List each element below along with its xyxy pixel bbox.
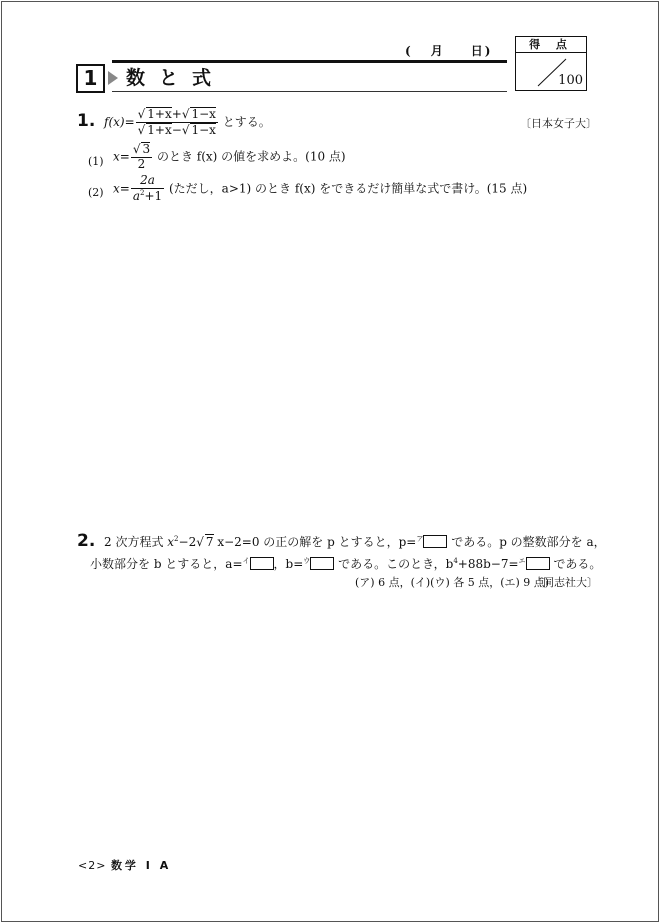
- problem1-sub2-label: (2): [88, 186, 104, 199]
- problem2-points: (ア) 6 点，(イ)(ウ) 各 5 点，(エ) 9 点): [355, 576, 550, 589]
- date-field: ( 月 日): [405, 44, 493, 58]
- page-frame: [1, 1, 659, 922]
- blank-a[interactable]: [423, 535, 447, 548]
- score-max: 100: [558, 73, 583, 88]
- problem1-fraction: $\frac{√ 1+x+√ 1-x}{√ 1+x-√ 1-x}$: [137, 107, 216, 137]
- footer: [78, 857, 171, 873]
- problem2-number: 2.: [77, 531, 96, 551]
- problem1-number: 1.: [77, 111, 96, 131]
- problem1-sub2: x= $\frac{2a}{a^2+1}$ (ただし，a>1) のとき f(x) をできるだけ簡単な式で書け。(15 点): [113, 173, 528, 203]
- score-label: 得 点: [516, 37, 586, 53]
- subject-label: 数学 I A: [110, 859, 172, 872]
- problem2-line2: 小数部分を b とすると，a=$^イ$ ，b=$^ウ$ である。このとき，$b^4+88b-7=^エ$ である。: [90, 557, 602, 571]
- section-title: 数と式: [126, 67, 226, 89]
- problem1-sub1: x= $\frac{√ 3}{2}$ のとき f(x) の値を求めよ。(10 点): [113, 142, 346, 171]
- problem2-line1: 2 次方程式 $x^2-2√$ 7 x−2=0 の正の解を p とすると，p=$^ア$ である。p の整数部分を a，: [104, 535, 606, 549]
- section-number: 1: [76, 64, 105, 93]
- title-bottom-rule: [112, 91, 507, 92]
- page-number: <2>: [78, 859, 107, 872]
- problem1-source: 〔日本女子大〕: [520, 117, 597, 130]
- blank-i[interactable]: [250, 557, 274, 570]
- problem2-source: 〔同志社大〕: [532, 576, 598, 589]
- arrow-icon: [108, 71, 118, 85]
- problem1-stem: f(x)= $\frac{√ 1+x+√ 1-x}{√ 1+x-√ 1-x}$ とする。: [104, 107, 271, 137]
- blank-e[interactable]: [526, 557, 550, 570]
- problem1-sub1-label: (1): [88, 155, 104, 168]
- score-box: [515, 36, 587, 91]
- blank-u[interactable]: [310, 557, 334, 570]
